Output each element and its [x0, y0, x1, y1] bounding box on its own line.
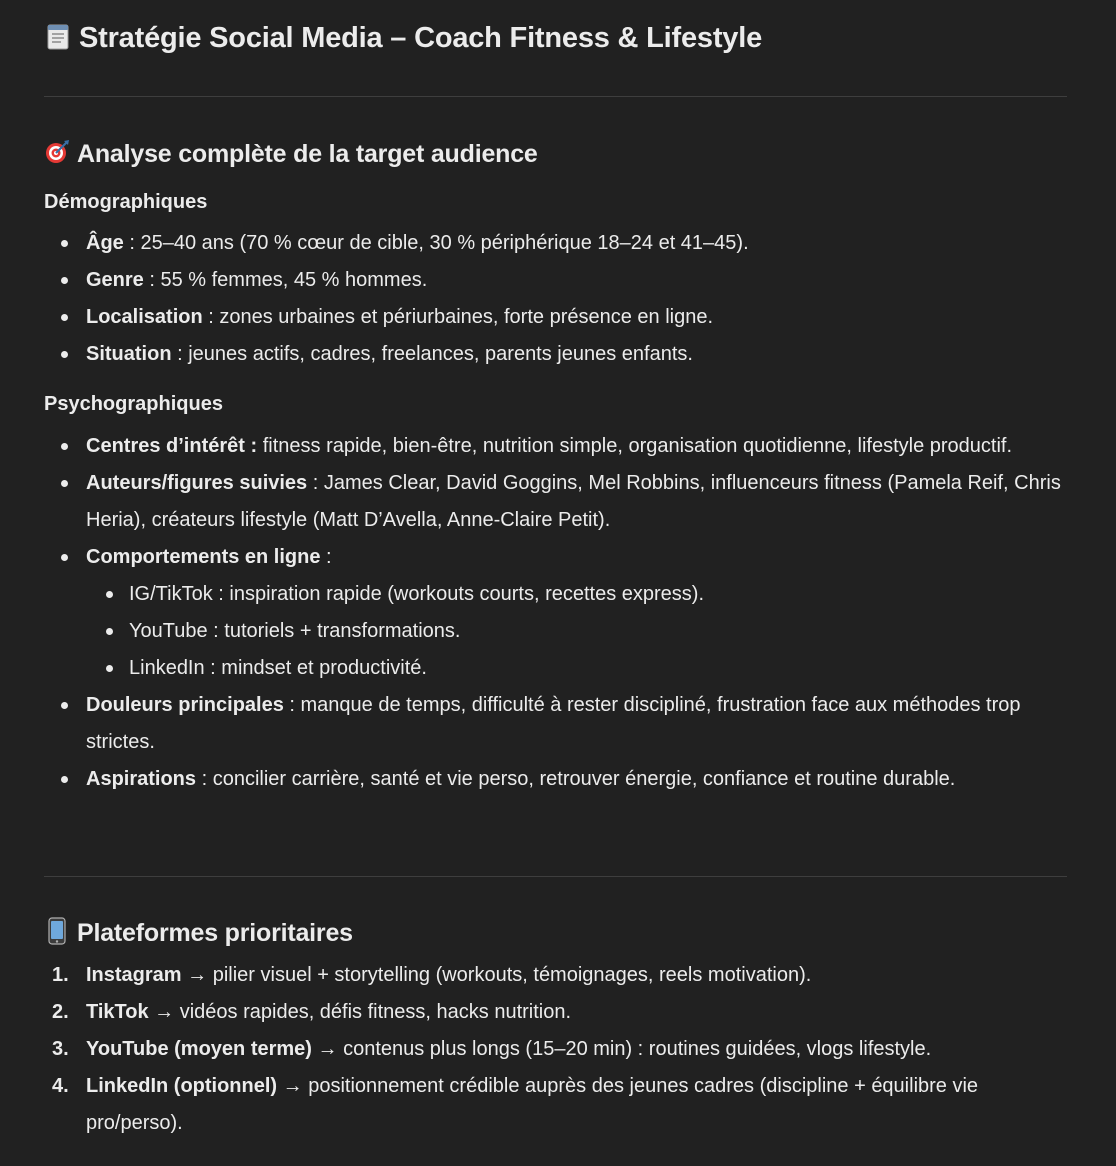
list-item: [44, 539, 1068, 687]
section-heading-text: Analyse complète de la target audience: [77, 140, 538, 168]
item-label: LinkedIn (optionnel): [86, 1075, 278, 1097]
item-text: : jeunes actifs, cadres, freelances, parents jeunes enfants.: [171, 343, 693, 365]
item-text: → vidéos rapides, défis fitness, hacks nutrition.: [148, 1001, 572, 1023]
item-label: Centres d’intérêt :: [86, 435, 258, 457]
mobile-phone-icon: [44, 917, 70, 945]
item-text: → contenus plus longs (15–20 min) : routines guidées, vlogs lifestyle.: [311, 1038, 932, 1060]
item-label: TikTok: [86, 1001, 149, 1023]
item-text: :: [320, 546, 332, 568]
item-text: : 25–40 ans (70 % cœur de cible, 30 % périphérique 18–24 et 41–45).: [123, 232, 749, 254]
item-text: : manque de temps, difficulté à rester discipliné, frustration face aux méthodes trop strictes.: [86, 694, 1021, 753]
item-number: 1.: [52, 964, 69, 986]
list-item: [44, 1068, 1068, 1142]
item-label: Situation: [86, 343, 172, 365]
item-label: Comportements en ligne: [86, 546, 321, 568]
list-item: [44, 336, 1068, 373]
list-item: [44, 994, 1068, 1031]
item-label: YouTube (moyen terme): [86, 1038, 312, 1060]
list-item: [44, 299, 1068, 336]
item-number: 2.: [52, 1001, 69, 1023]
platforms-list: [44, 957, 1068, 1142]
item-number: 4.: [52, 1075, 69, 1097]
page-title-text: Stratégie Social Media – Coach Fitness & Lifestyle: [79, 22, 762, 54]
subheading-demographics: Démographiques: [44, 191, 208, 213]
item-text: : zones urbaines et périurbaines, forte présence en ligne.: [202, 306, 714, 328]
divider: [44, 96, 1067, 97]
list-item: [44, 262, 1068, 299]
sub-list-item: IG/TikTok : inspiration rapide (workouts courts, recettes express).: [86, 576, 1068, 613]
item-label: Douleurs principales: [86, 694, 284, 716]
item-text: fitness rapide, bien-être, nutrition simple, organisation quotidienne, lifestyle productif.: [257, 435, 1013, 457]
subheading-psychographics: Psychographiques: [44, 393, 223, 415]
section-heading-platforms: [44, 915, 353, 951]
item-text: : James Clear, David Goggins, Mel Robbins, influenceurs fitness (Pamela Reif, Chris Heria), créateurs lifestyle (Matt D’Avella, Anne-Claire Petit).: [86, 472, 1061, 531]
list-item: [44, 1031, 1068, 1068]
list-item: [44, 465, 1068, 539]
item-label: Âge: [86, 232, 124, 254]
item-label: Auteurs/figures suivies: [86, 472, 308, 494]
item-text: : concilier carrière, santé et vie perso, retrouver énergie, confiance et routine durable.: [196, 768, 956, 790]
list-item: [44, 687, 1068, 761]
item-number: 3.: [52, 1038, 69, 1060]
section-heading-text: Plateformes prioritaires: [77, 919, 353, 947]
target-icon: [44, 139, 70, 165]
demographics-list: [44, 225, 1068, 373]
list-item: [44, 761, 1068, 798]
item-label: Aspirations: [86, 768, 197, 790]
list-item: [44, 957, 1068, 994]
sub-list-item: LinkedIn : mindset et productivité.: [86, 650, 1068, 687]
item-text: → pilier visuel + storytelling (workouts, témoignages, reels motivation).: [181, 964, 812, 986]
divider: [44, 876, 1067, 877]
item-label: Genre: [86, 269, 144, 291]
item-label: Localisation: [86, 306, 203, 328]
page-title: [44, 18, 762, 58]
item-label: Instagram: [86, 964, 182, 986]
online-behaviours-list: [86, 576, 1068, 687]
memo-document-icon: [44, 22, 72, 50]
list-item: [44, 225, 1068, 262]
item-text: → positionnement crédible auprès des jeunes cadres (discipline + équilibre vie pro/perso).: [86, 1075, 979, 1134]
section-heading-audience: [44, 136, 538, 172]
list-item: [44, 428, 1068, 465]
psychographics-list: [44, 428, 1068, 798]
item-text: : 55 % femmes, 45 % hommes.: [143, 269, 428, 291]
sub-list-item: YouTube : tutoriels + transformations.: [86, 613, 1068, 650]
